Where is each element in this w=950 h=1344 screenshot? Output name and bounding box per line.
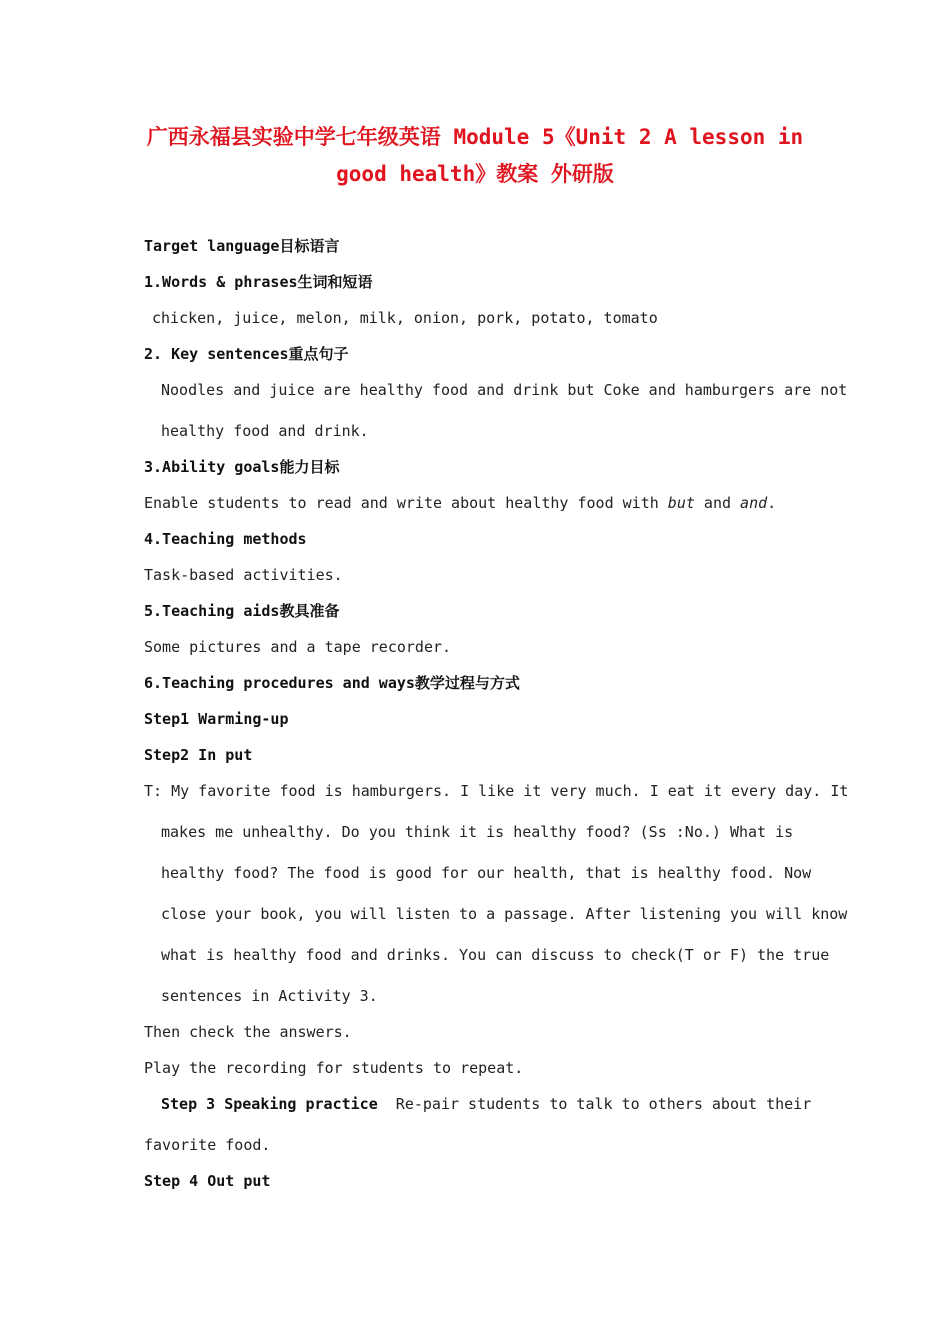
teaching-aids-text: Some pictures and a tape recorder. — [144, 638, 452, 656]
step-3-line — [161, 1094, 811, 1114]
teaching-methods-heading: 4.Teaching methods — [144, 530, 307, 548]
key-sentence-line-1: Noodles and juice are healthy food and drink but Coke and hamburgers are not — [161, 381, 848, 399]
step-3-line-2: favorite food. — [144, 1136, 271, 1154]
ability-text-end: . — [767, 494, 777, 512]
document-title-line-2: good health》教案 外研版 — [336, 162, 614, 186]
step-1-heading: Step1 Warming-up — [144, 710, 289, 728]
teacher-talk-line-3: healthy food? The food is good for our health, that is healthy food. Now — [161, 864, 812, 882]
check-answers-text: Then check the answers. — [144, 1023, 352, 1041]
step-4-heading: Step 4 Out put — [144, 1172, 271, 1190]
teacher-talk-line-5: what is healthy food and drinks. You can discuss to check(T or F) the true — [161, 946, 830, 964]
ability-italic-and: and — [740, 494, 768, 512]
ability-text-start: Enable students to read and write about healthy food with — [144, 494, 668, 512]
words-list: chicken, juice, melon, milk, onion, pork, potato, tomato — [152, 309, 658, 327]
step-3-heading: Step 3 Speaking practice — [161, 1095, 378, 1113]
document-title-line-1: 广西永福县实验中学七年级英语 Module 5《Unit 2 A lesson in — [146, 125, 804, 149]
ability-italic-but: but — [667, 494, 695, 512]
teacher-talk-line-2: makes me unhealthy. Do you think it is healthy food? (Ss :No.) What is — [161, 823, 794, 841]
step-3-text: Re-pair students to talk to others about their — [377, 1095, 812, 1113]
target-language-heading: Target language目标语言 — [144, 237, 340, 255]
play-recording-text: Play the recording for students to repeat. — [144, 1059, 524, 1077]
ability-goals-text — [144, 493, 776, 513]
teaching-procedures-heading: 6.Teaching procedures and ways教学过程与方式 — [144, 674, 520, 692]
words-phrases-heading: 1.Words & phrases生词和短语 — [144, 273, 373, 291]
ability-goals-heading: 3.Ability goals能力目标 — [144, 458, 340, 476]
teaching-aids-heading: 5.Teaching aids教具准备 — [144, 602, 340, 620]
key-sentences-heading: 2. Key sentences重点句子 — [144, 345, 349, 363]
teacher-talk-line-6: sentences in Activity 3. — [161, 987, 378, 1005]
teaching-methods-text: Task-based activities. — [144, 566, 343, 584]
key-sentence-line-2: healthy food and drink. — [161, 422, 369, 440]
teacher-talk-line-1: T: My favorite food is hamburgers. I like it very much. I eat it every day. It — [144, 782, 849, 800]
teacher-talk-line-4: close your book, you will listen to a passage. After listening you will know — [161, 905, 848, 923]
ability-text-mid: and — [694, 494, 741, 512]
step-2-heading: Step2 In put — [144, 746, 253, 764]
